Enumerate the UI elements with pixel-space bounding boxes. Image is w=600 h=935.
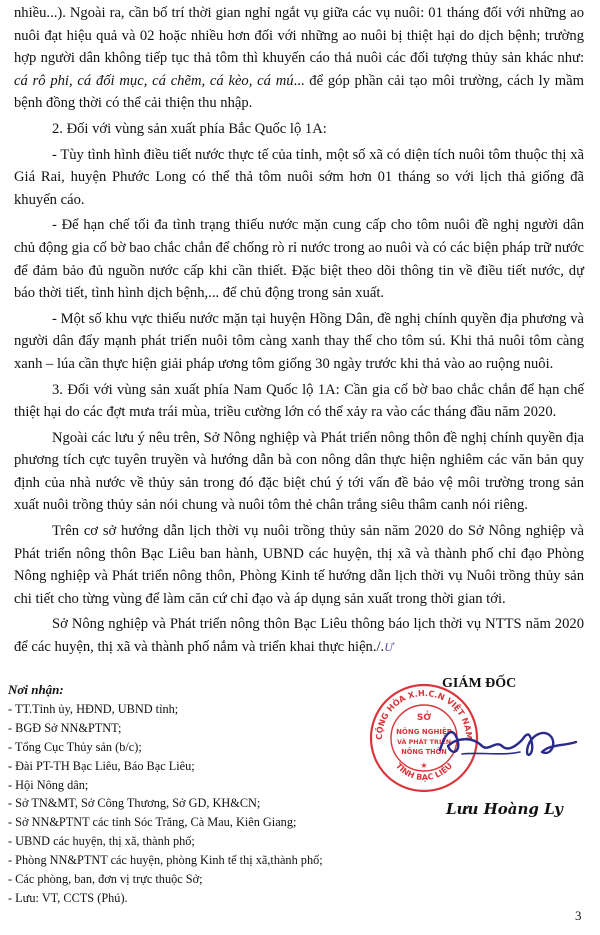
paragraph-north-3: - Một số khu vực thiếu nước mặn tại huyện Hồng Dân, đề nghị chính quyền địa phương và người dân đẩy mạnh phát triển nuôi tôm càng xanh thay thế cho tôm sú. Khi thả nuôi tôm càng xanh – lúa cần thực hiện giải pháp ương tôm giống 30 ngày trước khi thả vào ao ruộng nuôi. xyxy=(14,310,584,372)
paragraph-north-2: - Để hạn chế tối đa tình trạng thiếu nước mặn cung cấp cho tôm nuôi đề nghị người dân chủ động gia cố bờ bao chắc chắn để chống rò rỉ nước trong ao nuôi và có các biện pháp trữ nước để đảm bảo đủ nguồn nước cấp khi cần thiết. Đặc biệt theo dõi thông tin về điều tiết nước, dự báo thời tiết, tình hình dịch bệnh,... để chủ động trong sản xuất. xyxy=(14,217,584,302)
paragraph-notes: Ngoài các lưu ý nêu trên, Sở Nông nghiệp và Phát triển nông thôn đề nghị chính quyền địa phương tích cực tuyên truyền và hướng dẫn bà con nông dân thực hiện nghiêm các văn bản quy định của nhà nước về thủy sản trong đó đặc biệt chú ý tới vấn đề bảo vệ môi trường trong sản xuất nuôi trồng thủy sản nói chung và nuôi tôm thẻ chân trắng siêu thâm canh nói riêng. xyxy=(14,429,584,514)
handwritten-signature xyxy=(432,716,582,766)
list-item: - Phòng NN&PTNT các huyện, phòng Kinh tế thị xã,thành phố; xyxy=(8,853,323,868)
body-text xyxy=(14,2,584,662)
signature-block xyxy=(373,676,600,876)
paragraph-guidance: Trên cơ sở hướng dẫn lịch thời vụ nuôi trồng thủy sản năm 2020 do Sở Nông nghiệp và Phát triển nông thôn Bạc Liêu ban hành, UBND các huyện, thị xã và thành phố chỉ đạo Phòng Nông nghiệp và Phát triển nông thôn, Phòng Kinh tế hướng dẫn lịch thời vụ Nuôi trồng thủy sản chi tiết cho từng vùng để làm căn cứ chỉ đạo và áp dụng sản xuất trong thời gian tới. xyxy=(14,523,584,607)
section-south: 3. Đối với vùng sản xuất phía Nam Quốc lộ 1A: Cần gia cố bờ bao chắc chắn để hạn chế thiệt hại do các đợt mưa trái mùa, triều cường lớn có thể xảy ra vào các tháng đầu năm 2020. xyxy=(14,381,584,421)
stamp-star-icon: ★ xyxy=(420,761,428,770)
section-heading-north: 2. Đối với vùng sản xuất phía Bắc Quốc lộ 1A: xyxy=(52,120,327,137)
signer-title: GIÁM ĐỐC xyxy=(442,676,517,691)
stamp-line-4: NÔNG THÔN xyxy=(401,748,447,756)
stamp-line-3: VÀ PHÁT TRIỂN xyxy=(396,738,452,746)
list-item: - TT.Tỉnh ủy, HĐND, UBND tỉnh; xyxy=(8,701,179,716)
recipients-list xyxy=(8,700,368,908)
list-item: - BGĐ Sở NN&PTNT; xyxy=(8,720,122,735)
initial-mark: Ư xyxy=(384,640,394,655)
stamp-line-2: NÔNG NGHIỆP xyxy=(396,728,452,736)
list-item: - Sở TN&MT, Sở Công Thương, Sở GD, KH&CN; xyxy=(8,796,261,811)
list-item: - UBND các huyện, thị xã, thành phố; xyxy=(8,834,195,849)
signer-name: Lưu Hoàng Ly xyxy=(446,800,563,818)
paragraph-north-1: - Tùy tình hình điều tiết nước thực tế của tỉnh, một số xã có diện tích nuôi tôm thuộc thị xã Giá Rai, huyện Phước Long có thể thả tôm nuôi sớm hơn 01 tháng so với lịch thả giống đã khuyến cáo. xyxy=(14,146,584,208)
stamp-line-1: SỞ xyxy=(416,713,432,723)
paragraph-continuation: nhiều...). Ngoài ra, cần bố trí thời gian nghỉ ngắt vụ giữa các vụ nuôi: 01 tháng đối với những ao nuôi đạt hiệu quả và 02 hoặc nhiều hơn đối với những ao nuôi bị thiệt hại do dịch bệnh; trường hợp người dân không tiếp tục thả tôm thì khuyến cáo thả nuôi các đối tượng thủy sản khác như: cá rô phi, cá đối mục, cá chẽm, cá kèo, cá mú... để góp phần cải tạo môi trường, cách ly mầm bệnh đồng thời có thể cải thiện thu nhập. xyxy=(14,5,584,112)
list-item: - Hội Nông dân; xyxy=(8,777,89,792)
list-item: - Lưu: VT, CCTS (Phú). xyxy=(8,890,128,905)
list-item: - Sở NN&PTNT các tỉnh Sóc Trăng, Cà Mau, Kiên Giang; xyxy=(8,815,297,830)
species-list: cá rô phi, cá đối mục, cá chẽm, cá kèo, cá mú xyxy=(14,72,294,89)
list-item: - Đài PT-TH Bạc Liêu, Báo Bạc Liêu; xyxy=(8,758,195,773)
recipients-block xyxy=(8,681,368,908)
paragraph-announcement: Sở Nông nghiệp và Phát triển nông thôn Bạc Liêu thông báo lịch thời vụ NTTS năm 2020 để các huyện, thị xã và thành phố nắm và triển khai thực hiện./.Ư xyxy=(14,616,584,656)
stamp-arc-bottom: TỈNH BẠC LIÊU xyxy=(393,761,455,783)
list-item: - Tổng Cục Thủy sản (b/c); xyxy=(8,739,142,754)
list-item: - Các phòng, ban, đơn vị trực thuộc Sở; xyxy=(8,872,203,887)
page-number: 3 xyxy=(575,908,582,923)
stamp-arc-top: CỘNG HÒA X.H.C.N VIỆT NAM xyxy=(373,687,475,740)
recipients-title: Nơi nhận: xyxy=(8,682,64,697)
